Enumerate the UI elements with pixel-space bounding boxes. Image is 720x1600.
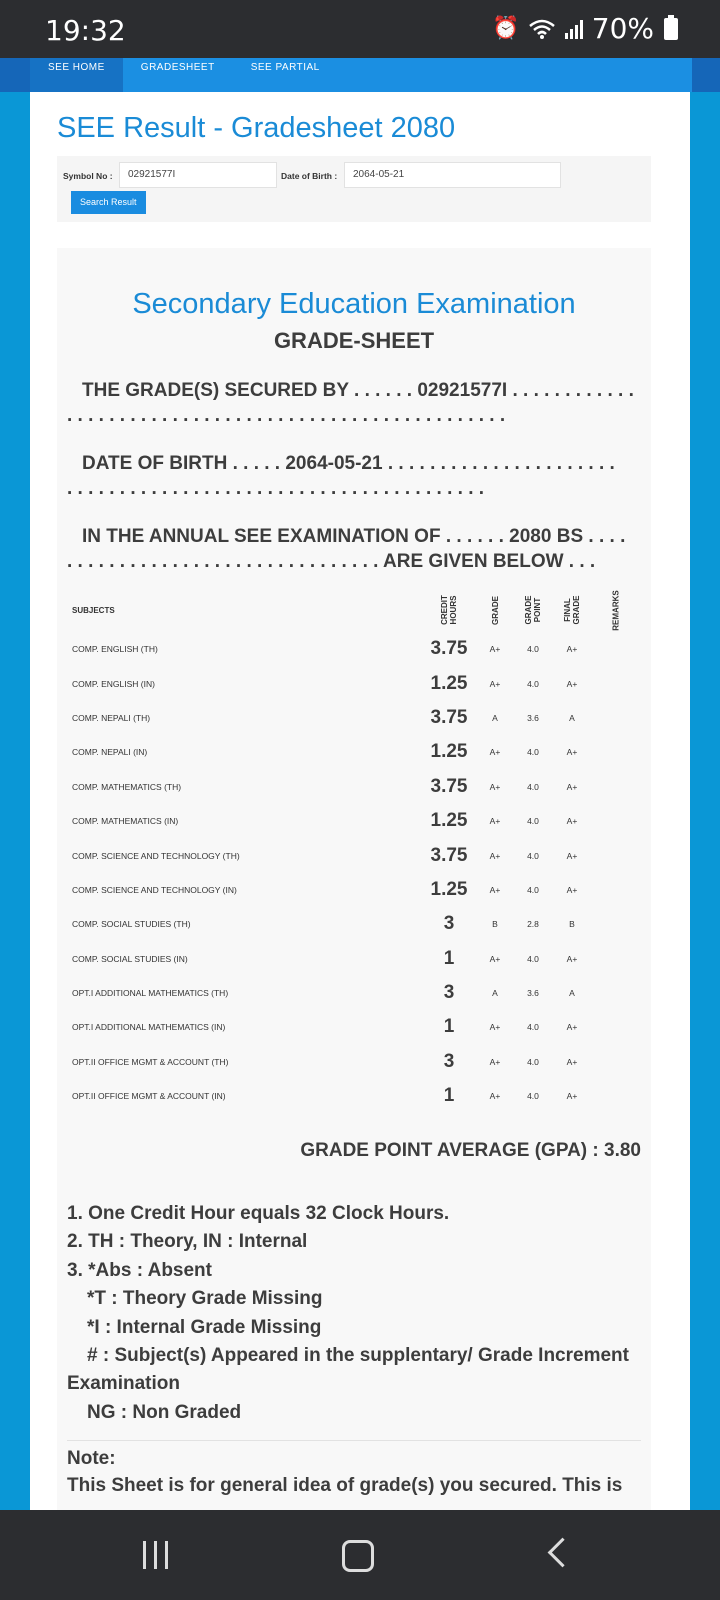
grade-point-cell: 4.0 [527,1022,539,1033]
alarm-icon: ⏰ [492,16,520,41]
remarks-cell [591,632,641,666]
table-row [67,873,641,907]
table-row [67,1010,641,1044]
subject-cell: OPT.I ADDITIONAL MATHEMATICS (IN) [72,1022,226,1033]
nav-item-see-home[interactable]: SEE HOME [30,58,123,92]
table-row [67,632,641,666]
grade-point-cell: 4.0 [527,781,539,792]
final-grade-cell: A+ [566,816,578,827]
final-grade-cell: A+ [566,781,578,792]
subject-cell: COMP. NEPALI (IN) [72,747,148,758]
credit-hours-cell: 3 [443,982,455,1004]
subject-cell: COMP. ENGLISH (TH) [72,644,158,655]
note-item: *T : Theory Grade Missing [87,1288,323,1310]
note-item: Examination [67,1373,180,1395]
final-grade-cell: A+ [566,1056,578,1067]
note-text: This Sheet is for general idea of grade(s) you secured. This is [67,1475,623,1496]
subject-cell: COMP. MATHEMATICS (TH) [72,781,182,792]
secured-by-line-1: THE GRADE(S) SECURED BY . . . . . . 02921577I . . . . . . . . . . . . [82,380,634,401]
credit-hours-cell: 3.75 [430,775,468,797]
subject-cell: OPT.II OFFICE MGMT & ACCOUNT (TH) [72,1056,229,1067]
remarks-cell [591,907,641,941]
gpa-line: GRADE POINT AVERAGE (GPA) : 3.80 [300,1140,641,1161]
credit-hours-cell: 3.75 [430,638,468,660]
credit-hours-cell: 3 [443,1050,455,1072]
table-row [67,1079,641,1113]
credit-hours-cell: 1.25 [430,672,468,694]
final-grade-cell: A+ [566,953,578,964]
subject-cell: OPT.II OFFICE MGMT & ACCOUNT (IN) [72,1091,226,1102]
dob-label: Date of Birth : [281,171,338,181]
subject-cell: COMP. SCIENCE AND TECHNOLOGY (TH) [72,850,240,861]
content-panel [30,92,690,1512]
note-item: # : Subject(s) Appeared in the supplentary/ Grade Increment [87,1345,629,1367]
sheet-subtitle: GRADE-SHEET [273,328,435,353]
grade-cell: A [492,988,498,999]
sheet-title: Secondary Education Examination [132,288,576,320]
note-heading: Note: [67,1448,116,1469]
symbol-input[interactable]: 02921577I [119,162,277,188]
status-bar [0,0,720,58]
search-form [57,156,651,222]
grades-header-row [67,588,641,632]
site-nav [0,58,720,92]
remarks-cell [591,1045,641,1079]
subject-cell: COMP. SOCIAL STUDIES (IN) [72,953,188,964]
table-row [67,804,641,838]
grade-sheet [57,248,651,1512]
secured-by-line [67,378,647,428]
credit-hours-cell: 1.25 [430,741,468,763]
table-row [67,701,641,735]
grade-point-cell: 4.0 [527,884,539,895]
remarks-cell [591,666,641,700]
final-grade-cell: A+ [566,644,578,655]
grade-cell: B [492,919,498,930]
grade-point-cell: 4.0 [527,953,539,964]
table-row [67,770,641,804]
subject-cell: COMP. ENGLISH (IN) [72,678,155,689]
subject-cell: COMP. SCIENCE AND TECHNOLOGY (IN) [72,884,237,895]
remarks-cell [591,770,641,804]
notes-list [67,1200,641,1427]
grade-point-cell: 4.0 [527,747,539,758]
header-remarks: REMARKS [611,589,621,631]
grade-cell: A+ [489,678,501,689]
note-item: *I : Internal Grade Missing [87,1316,322,1338]
remarks-cell [591,942,641,976]
subject-cell: COMP. MATHEMATICS (IN) [72,816,179,827]
final-grade-cell: A+ [566,1022,578,1033]
note-item: NG : Non Graded [87,1401,242,1423]
final-grade-cell: A+ [566,884,578,895]
grades-body [67,632,641,1113]
grade-cell: A+ [489,816,501,827]
grade-cell: A+ [489,1091,501,1102]
final-grade-cell: A+ [566,1091,578,1102]
search-result-button[interactable]: Search Result [71,191,146,214]
grade-cell: A+ [489,1022,501,1033]
subject-cell: COMP. NEPALI (TH) [72,712,151,723]
credit-hours-cell: 1.25 [430,878,468,900]
remarks-cell [591,735,641,769]
exam-line-1: IN THE ANNUAL SEE EXAMINATION OF . . . . . . 2080 BS . . . . [82,526,626,547]
back-icon[interactable] [548,1538,578,1568]
grade-point-cell: 3.6 [527,988,539,999]
remarks-cell [591,838,641,872]
credit-hours-cell: 1.25 [430,810,468,832]
signal-icon [564,19,584,39]
grade-cell: A [492,712,498,723]
credit-hours-cell: 3.75 [430,844,468,866]
nav-items [30,58,338,92]
grade-point-cell: 4.0 [527,1056,539,1067]
subject-cell: OPT.I ADDITIONAL MATHEMATICS (TH) [72,988,229,999]
grade-cell: A+ [489,781,501,792]
header-grade: GRADE [490,595,500,625]
wifi-icon [528,18,556,40]
table-row [67,735,641,769]
credit-hours-cell: 1 [443,947,455,969]
header-subjects: SUBJECTS [72,605,115,615]
credit-hours-cell: 1 [443,1016,455,1038]
grade-cell: A+ [489,850,501,861]
exam-line-2: . . . . . . . . . . . . . . . . . . . . . . . . . . . . . . ARE GIVEN BELOW . . . [67,551,596,572]
status-time: 19:32 [45,14,126,47]
grade-cell: A+ [489,953,501,964]
grade-point-cell: 4.0 [527,678,539,689]
battery-percent: 70% [591,12,654,45]
final-grade-cell: B [569,919,575,930]
grade-point-cell: 4.0 [527,816,539,827]
remarks-cell [591,873,641,907]
grade-cell: A+ [489,1056,501,1067]
subject-cell: COMP. SOCIAL STUDIES (TH) [72,919,191,930]
final-grade-cell: A+ [566,850,578,861]
remarks-cell [591,804,641,838]
home-icon[interactable] [342,1540,374,1572]
nav-item-gradesheet[interactable]: GRADESHEET [140,62,215,73]
final-grade-cell: A [569,988,575,999]
recents-icon[interactable] [143,1541,169,1569]
note-item: 1. One Credit Hour equals 32 Clock Hours. [67,1203,450,1224]
credit-hours-cell: 1 [443,1085,455,1107]
final-grade-cell: A+ [566,747,578,758]
dob-line-1: DATE OF BIRTH . . . . . 2064-05-21 . . . . . . . . . . . . . . . . . . . . . . [82,453,615,474]
table-row [67,942,641,976]
secured-by-line-2: . . . . . . . . . . . . . . . . . . . . . . . . . . . . . . . . . . . . . . . . . . [67,405,506,426]
final-grade-cell: A [569,712,575,723]
page-title: SEE Result - Gradesheet 2080 [57,112,456,144]
exam-line [67,524,647,574]
dob-input[interactable]: 2064-05-21 [344,162,561,188]
grade-point-cell: 4.0 [527,850,539,861]
table-row [67,1045,641,1079]
grade-cell: A+ [489,884,501,895]
note-item: 2. TH : Theory, IN : Internal [67,1231,308,1253]
remarks-cell [591,1010,641,1044]
battery-icon [664,18,678,40]
grades-table [67,588,641,1113]
grade-point-cell: 4.0 [527,1091,539,1102]
note-item: 3. *Abs : Absent [67,1259,212,1281]
grade-cell: A+ [489,644,501,655]
grade-cell: A+ [489,747,501,758]
symbol-label: Symbol No : [63,171,113,181]
nav-edge-left [0,58,30,92]
nav-edge-right [692,58,720,92]
header-grade-point: GRADE POINT [524,595,542,625]
status-icons [492,12,678,45]
note-divider [67,1440,641,1441]
remarks-cell [591,976,641,1010]
remarks-cell [591,1079,641,1113]
nav-item-see-partial[interactable]: SEE PARTIAL [250,62,320,73]
credit-hours-cell: 3 [443,913,455,935]
table-row [67,838,641,872]
table-row [67,907,641,941]
dob-line-2: . . . . . . . . . . . . . . . . . . . . . . . . . . . . . . . . . . . . . . . . [67,478,485,499]
remarks-cell [591,701,641,735]
credit-hours-cell: 3.75 [430,706,468,728]
header-final-grade: FINAL GRADE [563,595,581,625]
grade-point-cell: 2.8 [527,919,539,930]
grade-point-cell: 3.6 [527,712,539,723]
final-grade-cell: A+ [566,678,578,689]
system-nav-bar [0,1510,720,1600]
header-credit-hours: CREDIT HOURS [440,595,458,625]
dob-line [67,451,647,501]
table-row [67,976,641,1010]
table-row [67,666,641,700]
grade-point-cell: 4.0 [527,644,539,655]
